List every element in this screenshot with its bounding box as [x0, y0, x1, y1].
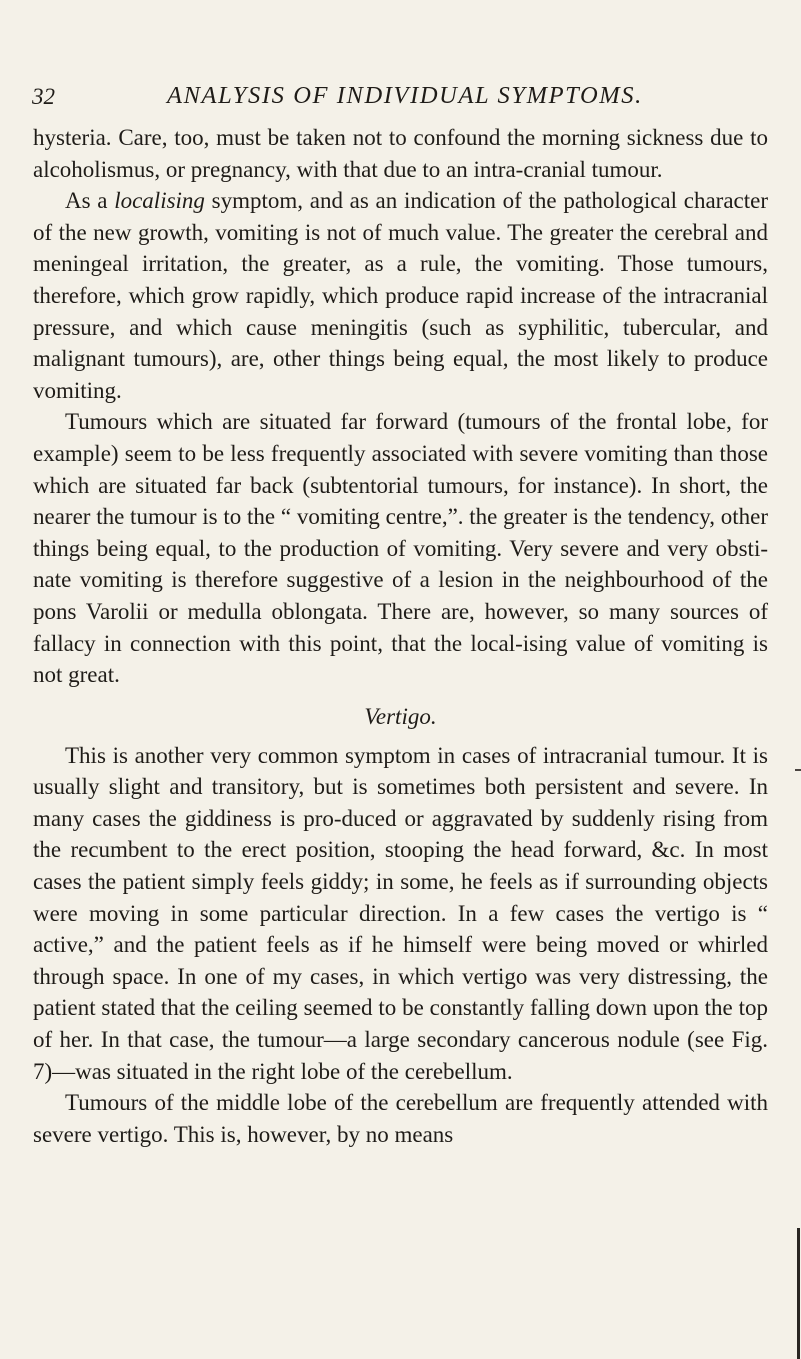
paragraph-continuation: hysteria. Care, too, must be taken not to confound the morning sickness due to alcoholismus, or pregnancy, with that due to an intra-cranial tumour. — [33, 125, 768, 182]
paragraph-vertigo: This is another very common symptom in cases of intracranial tumour. It is usually slight and transitory, but is sometimes both persistent and severe. In many cases the giddiness is pro-duced or aggravated by suddenly rising from the recumbent to the erect position, stooping the head forward, &c. In most cases the patient simply feels giddy; in some, he feels as if surrounding objects were moving in some particular direction. In a few cases the vertigo is “ active,” and the patient feels as if he himself were being moved or whirled through space. In one of my cases, in which vertigo was very distressing, the patient stated that the ceiling seemed to be constantly falling down upon the top of her. In that case, the tumour—a large secondary cancerous nodule (see Fig. 7)—was situated in the right lobe of the cerebellum. — [33, 742, 768, 1084]
emphasis-localising: localising — [114, 188, 205, 214]
running-title: ANALYSIS OF INDIVIDUAL SYMPTOMS. — [167, 82, 643, 109]
paragraph-cerebellum: Tumours of the middle lobe of the cerebellum are frequently attended with severe vertigo. This is, however, by no means — [33, 1090, 768, 1147]
running-header — [0, 80, 801, 114]
page-edge-shadow — [797, 1228, 800, 1359]
paragraph-tumour-location: Tumours which are situated far forward (tumours of the frontal lobe, for example) seem to be less frequently associated with severe vomiting than those which are situated far back (subtentorial tumours, for instance). In short, the nearer the tumour is to the “ vomiting centre,”. the greater is the tendency, other things being equal, to the production of vomiting. Very severe and very obsti-nate vomiting is therefore suggestive of a lesion in the neighbourhood of the pons Varolii or medulla oblongata. There are, however, so many sources of fallacy in connection with this point, that the local-ising value of vomiting is not great. — [33, 409, 768, 688]
margin-tick-mark — [795, 769, 801, 771]
paragraph-localising-start: As a — [65, 188, 115, 214]
paragraph-localising-rest: symptom, and as an indication of the pathological character of the new growth, vomiting is not of much value. The greater the cerebral and meningeal irritation, the greater, as a rule, the vomiting. Those tumours, therefore, which grow rapidly, which produce rapid increase of the intracranial pressure, and which cause meningitis (such as syphilitic, tubercular, and malignant tumours), are, other things being equal, the most likely to produce vomiting. — [33, 188, 768, 403]
body-text — [33, 122, 768, 1150]
paragraph-localising — [33, 185, 768, 406]
section-heading-vertigo: Vertigo. — [364, 703, 437, 729]
page-number: 32 — [32, 84, 55, 109]
